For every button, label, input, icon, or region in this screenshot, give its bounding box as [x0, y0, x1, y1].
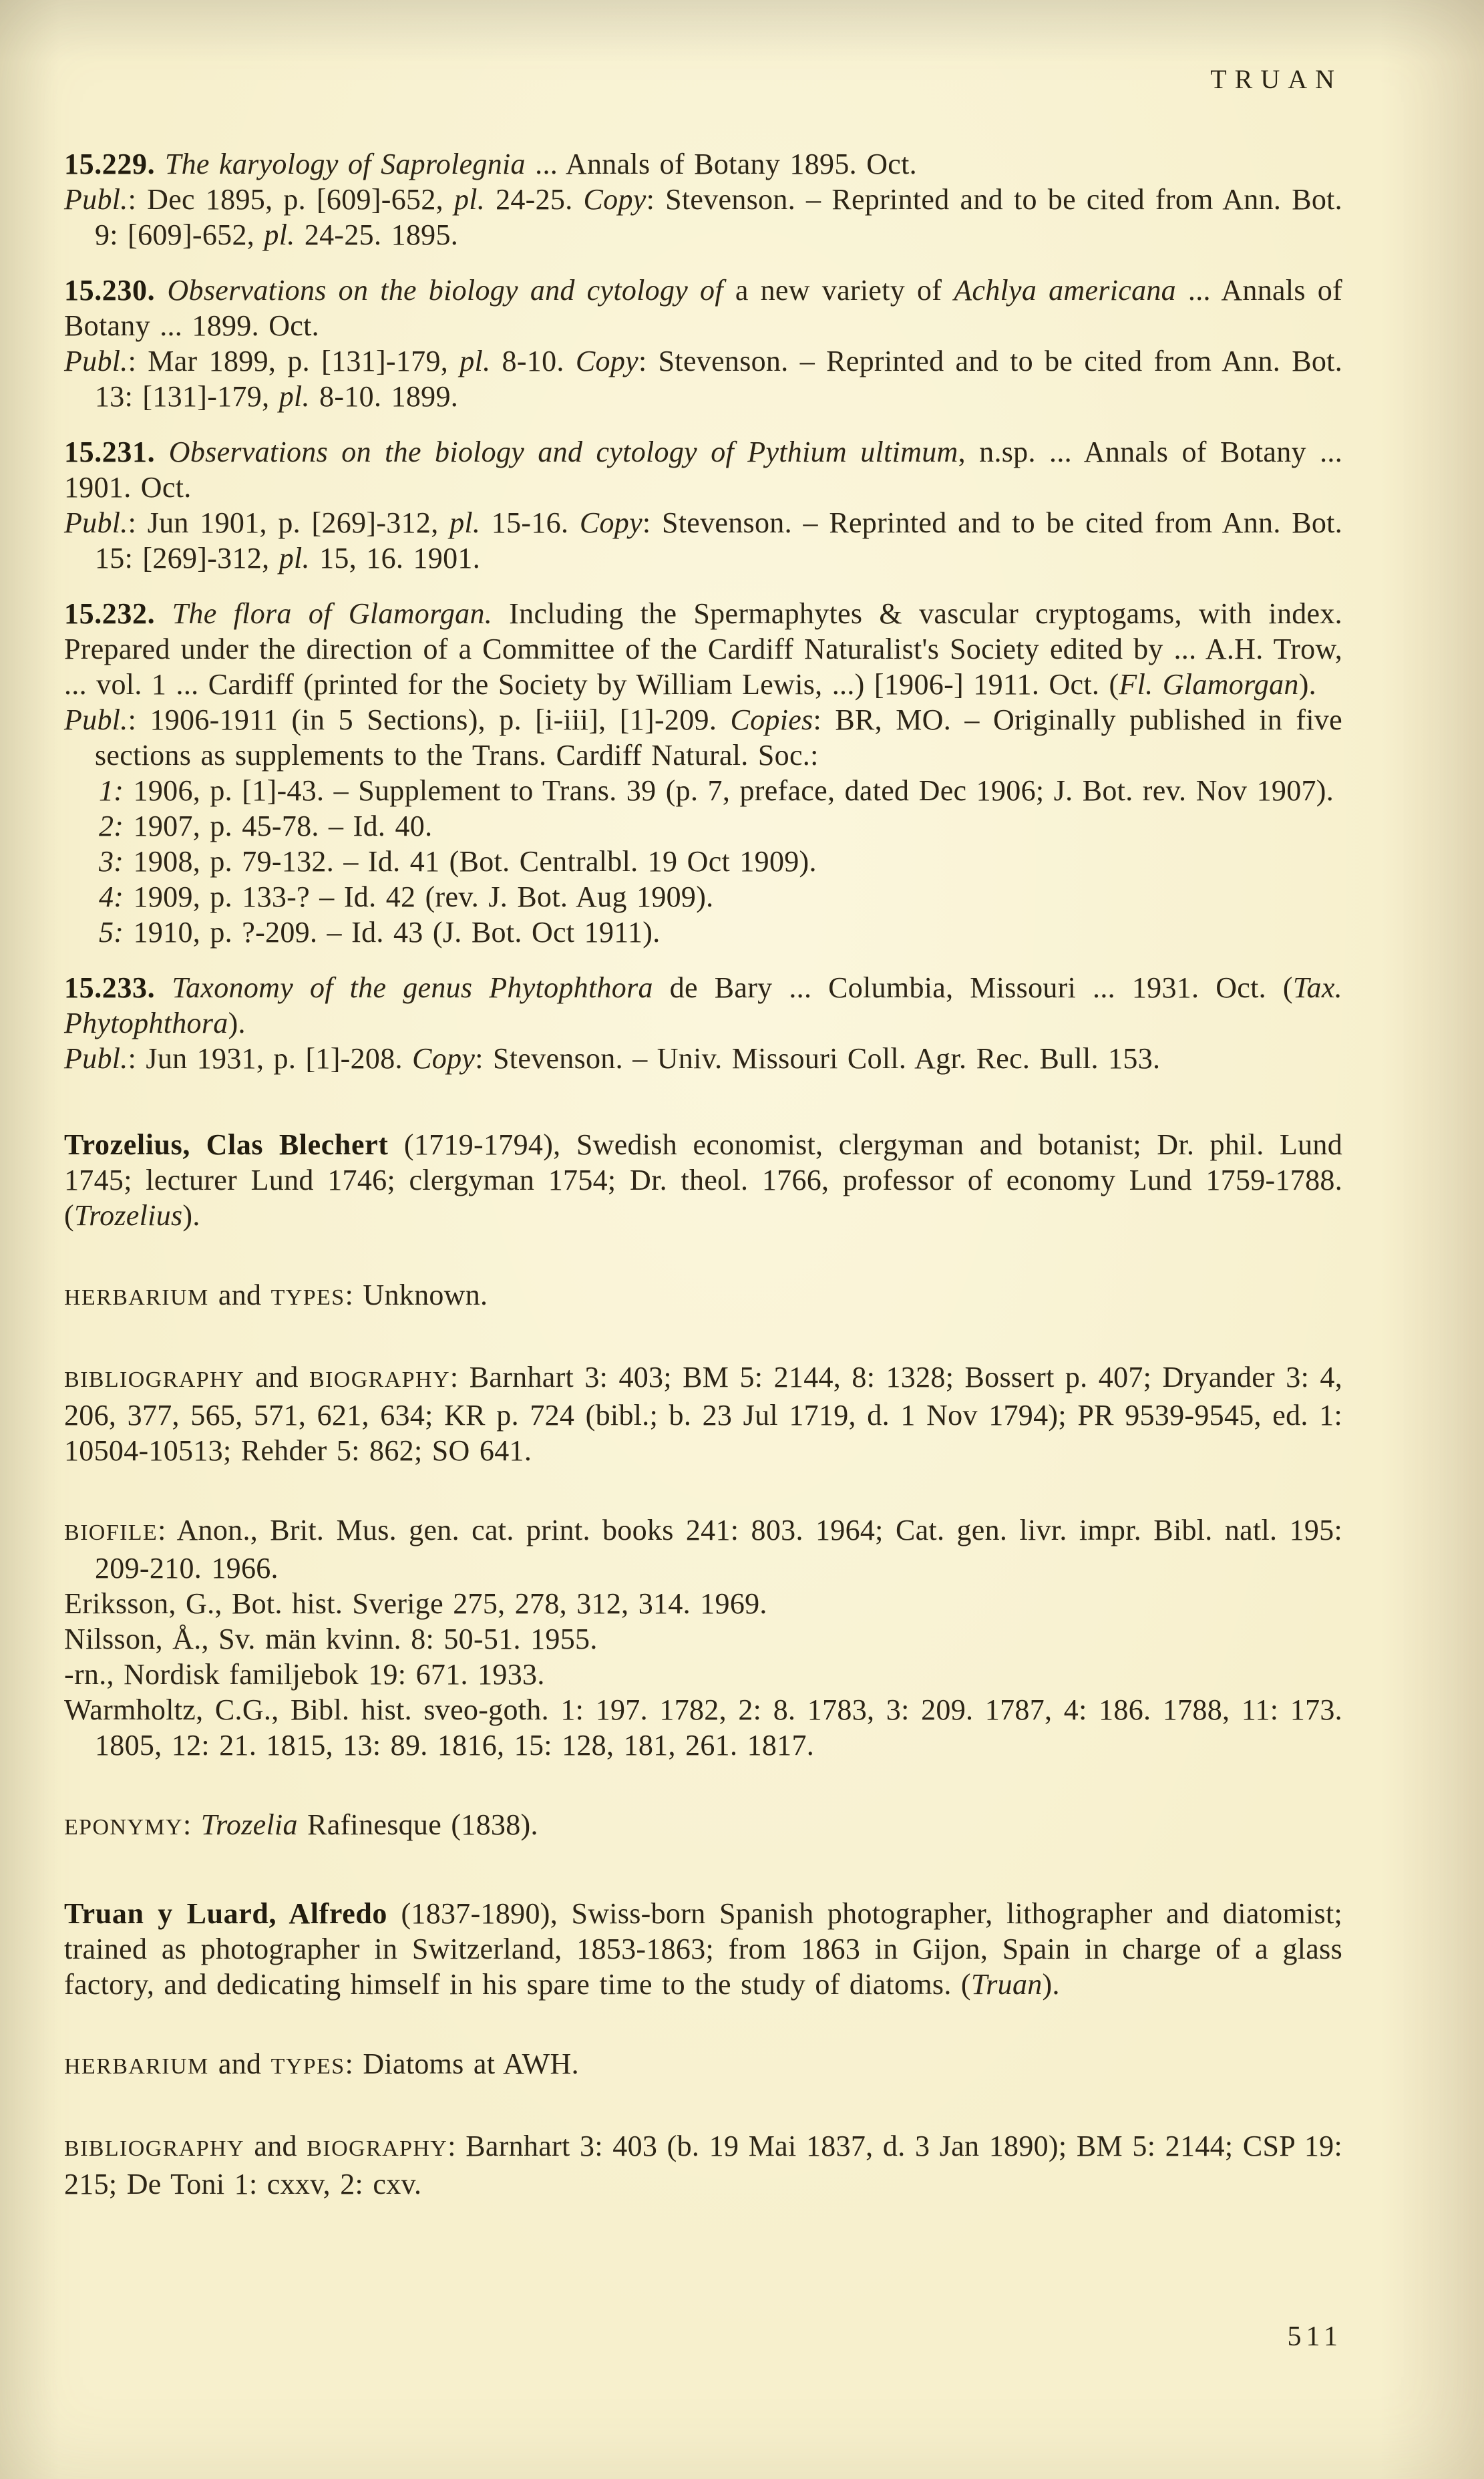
trozelius-eponymy-run: EPONYMY [64, 1815, 183, 1840]
entry-15-232-section-5 [64, 915, 1342, 950]
truan-bibliography-biography-run: BIBLIOGRAPHY [64, 2136, 244, 2161]
truan-bibliography-biography-run: and [244, 2130, 307, 2162]
entry-15-232-section-3-run: 3: [99, 845, 124, 878]
entry-15-230-publ-run: 8-10. [490, 345, 576, 377]
entry-15-232-section-2 [64, 808, 1342, 844]
entry-15-230-publ-run: Publ. [64, 345, 128, 377]
entry-15-229-publ-run: : Dec 1895, p. [609]-652, [128, 183, 454, 216]
truan-heading-run: ). [1042, 1968, 1060, 2001]
entry-15-229-title-run: 15.229. [64, 148, 165, 180]
entry-15-232-title-run: Including the Spermaphytes & vascular cryptogams, with index. Prepared under the direction of a Committee of the Cardiff Naturalist's Society edited by ... A.H. Trow, ... vol. 1 ... Cardiff (printed for the Society by William Lewis, ...) [1906-] 1911. Oct. ( [64, 597, 1342, 701]
entry-15-231-publ-run: : Stevenson. – Reprinted and to be cited from Ann. Bot. 15: [269]-312, [95, 506, 1342, 574]
entry-15-231-publ-run: 15, 16. 1901. [309, 542, 481, 574]
entry-15-233-title-run: Tax. Phytophthora [64, 971, 1342, 1039]
trozelius-heading [64, 1127, 1342, 1233]
entry-15-232-title [64, 596, 1342, 702]
truan-herbarium-types-run: and [208, 2047, 271, 2080]
truan-bibliography-biography-run: : Barnhart 3: 403 (b. 19 Mai 1837, d. 3 Jan 1890); BM 5: 2144; CSP 19: 215; De Toni 1: cxxv, 2: cxv. [64, 2130, 1342, 2200]
trozelius-biofile-rn-run: -rn., Nordisk familjebok 19: 671. 1933. [64, 1658, 545, 1691]
truan-heading-run: Truan y Luard, Alfredo [64, 1897, 387, 1930]
entry-15-232-section-4-run: 4: [99, 880, 124, 913]
entry-15-229-publ-run: : Stevenson. – Reprinted and to be cited from Ann. Bot. 9: [609]-652, [95, 183, 1342, 251]
entry-15-229-title-run: ... Annals of Botany 1895. Oct. [525, 148, 917, 180]
trozelius-eponymy-run: Rafinesque (1838). [297, 1808, 538, 1841]
entry-15-232-title-run: The flora of Glamorgan. [172, 597, 493, 630]
entry-15-231-title-run: Observations on the biology and cytology of Pythium ultimum [168, 436, 958, 468]
entry-15-230-publ-run: pl. [279, 380, 310, 413]
entry-15-231-publ-run: Publ. [64, 506, 128, 539]
truan-heading [64, 1896, 1342, 2002]
entry-15-232-section-2-run: 1907, p. 45-78. – Id. 40. [124, 810, 433, 842]
entry-15-231-publ-run: pl. [279, 542, 310, 574]
trozelius-bibliography-biography-run: BIBLIOGRAPHY [64, 1367, 244, 1392]
trozelius-eponymy-run: : [182, 1808, 201, 1841]
trozelius-biofile-nilsson [64, 1621, 1342, 1657]
entry-15-230-title-run: ... Annals of Botany ... 1899. Oct. [64, 274, 1343, 342]
entry-15-229-publ-run: 24-25. 1895. [295, 218, 459, 251]
entry-15-231-publ-run: pl. [449, 506, 481, 539]
entry-15-229-publ-run: Copy [583, 183, 646, 216]
page-number: 511 [1287, 2321, 1342, 2352]
entry-15-233-title-run: de Bary ... Columbia, Missouri ... 1931. Oct. ( [653, 971, 1293, 1004]
entry-15-230-publ-run: : Mar 1899, p. [131]-179, [128, 345, 460, 377]
entry-15-231-title-run: , n.sp. ... Annals of Botany ... 1901. Oct. [64, 436, 1343, 504]
entry-15-229-publ-run: pl. [264, 218, 295, 251]
trozelius-herbarium-types-run: HERBARIUM [64, 1285, 209, 1310]
trozelius-biofile-anon [64, 1512, 1342, 1586]
entry-15-230-title-run: 15.230. [64, 274, 168, 307]
truan-heading-run: Truan [970, 1968, 1043, 2001]
trozelius-bibliography-biography-run: BIOGRAPHY [309, 1367, 450, 1392]
entry-15-232-section-1 [64, 773, 1342, 808]
trozelius-biofile-nilsson-run: Nilsson, Å., Sv. män kvinn. 8: 50-51. 1955. [64, 1623, 598, 1655]
entry-15-232-section-1-run: 1906, p. [1]-43. – Supplement to Trans. 39 (p. 7, preface, dated Dec 1906; J. Bot. rev. Nov 1907). [124, 774, 1334, 807]
trozelius-herbarium-types-run: and [208, 1279, 271, 1311]
entry-15-232-section-3-run: 1908, p. 79-132. – Id. 41 (Bot. Centralbl. 19 Oct 1909). [124, 845, 817, 878]
truan-bibliography-biography [64, 2128, 1342, 2202]
trozelius-eponymy [64, 1807, 1342, 1845]
entry-15-232-publ-run: Publ. [64, 703, 128, 736]
trozelius-herbarium-types-run: TYPES [270, 1285, 345, 1310]
entry-15-230-publ-run: : Stevenson. – Reprinted and to be cited from Ann. Bot. 13: [131]-179, [95, 345, 1342, 413]
trozelius-biofile-anon-run: : Anon., Brit. Mus. gen. cat. print. books 241: 803. 1964; Cat. gen. livr. impr. Bibl. natl. 195: 209-210. 1966. [95, 1514, 1342, 1585]
running-head: TRUAN [1210, 64, 1342, 94]
trozelius-herbarium-types [64, 1277, 1342, 1315]
entry-15-230-publ-run: Copy [575, 345, 638, 377]
trozelius-biofile-eriksson [64, 1586, 1342, 1621]
truan-bibliography-biography-run: BIOGRAPHY [307, 2136, 448, 2161]
entry-15-232-section-1-run: 1: [99, 774, 124, 807]
entry-15-232-section-5-run: 1910, p. ?-209. – Id. 43 (J. Bot. Oct 1911). [124, 916, 661, 949]
trozelius-biofile-warmholtz-run: Warmholtz, C.G., Bibl. hist. sveo-goth. 1: 197. 1782, 2: 8. 1783, 3: 209. 1787, 4: 186. 1788, 11: 173. 1805, 12: 21. 1815, 13: 89. 1816, 15: 128, 181, 261. 1817. [64, 1693, 1342, 1762]
entry-15-230-publ-run: 8-10. 1899. [309, 380, 459, 413]
trozelius-biofile-rn [64, 1657, 1342, 1692]
entry-15-229-publ [64, 182, 1342, 253]
entry-15-229-publ-run: 24-25. [485, 183, 584, 216]
entry-15-231-publ-run: 15-16. [480, 506, 580, 539]
entry-15-229-publ-run: pl. [453, 183, 486, 216]
entry-15-230-publ-run: pl. [459, 345, 491, 377]
entry-15-232-section-2-run: 2: [99, 810, 124, 842]
trozelius-bibliography-biography-run: : Barnhart 3: 403; BM 5: 2144, 8: 1328; Bossert p. 407; Dryander 3: 4, 206, 377, 565, 571, 621, 634; KR p. 724 (bibl.; b. 23 Jul 1719, d. 1 Nov 1794); PR 9539-9545, ed. 1: 10504-10513; Rehder 5: 862; SO 641. [64, 1361, 1343, 1467]
entry-15-233-publ [64, 1041, 1342, 1076]
entry-15-233-publ-run: Copy [412, 1042, 476, 1075]
entry-15-233-title-run: Taxonomy of the genus Phytophthora [172, 971, 653, 1004]
entry-15-232-section-3 [64, 844, 1342, 879]
entry-15-233-publ-run: : Stevenson. – Univ. Missouri Coll. Agr. Rec. Bull. 153. [475, 1042, 1161, 1075]
entry-15-232-section-4-run: 1909, p. 133-? – Id. 42 (rev. J. Bot. Aug 1909). [124, 880, 714, 913]
entry-15-233-title-run: 15.233. [64, 971, 172, 1004]
entry-15-231-title [64, 434, 1342, 505]
truan-heading-run: (1837-1890), Swiss-born Spanish photographer, lithographer and diatomist; trained as photographer in Switzerland, 1853-1863; from 1863 in Gijon, Spain in charge of a glass factory, and dedicating himself in his spare time to the study of diatoms. ( [64, 1897, 1343, 2001]
trozelius-bibliography-biography-run: and [244, 1361, 309, 1393]
entry-15-229-publ-run: Publ. [64, 183, 128, 216]
entry-15-231-publ [64, 505, 1342, 576]
entry-15-230-publ [64, 343, 1342, 414]
trozelius-heading-run: ). [182, 1199, 200, 1232]
trozelius-biofile-anon-run: BIOFILE [64, 1520, 158, 1545]
entry-15-232-title-run: 15.232. [64, 597, 172, 630]
entry-15-232-title-run: Fl. Glamorgan [1119, 668, 1299, 701]
entry-15-231-publ-run: Copy [579, 506, 642, 539]
entry-15-233-publ-run: : Jun 1931, p. [1]-208. [128, 1042, 413, 1075]
entry-15-231-title-run: 15.231. [64, 436, 169, 468]
trozelius-biofile-warmholtz [64, 1692, 1342, 1763]
trozelius-biofile-eriksson-run: Eriksson, G., Bot. hist. Sverige 275, 278, 312, 314. 1969. [64, 1587, 767, 1620]
truan-herbarium-types-run: : Diatoms at AWH. [345, 2047, 579, 2080]
trozelius-eponymy-run: Trozelia [200, 1808, 298, 1841]
truan-herbarium-types-run: HERBARIUM [64, 2054, 209, 2079]
entry-15-232-publ [64, 702, 1342, 773]
entry-15-231-publ-run: : Jun 1901, p. [269]-312, [128, 506, 450, 539]
entry-15-230-title-run: Observations on the biology and cytology of [167, 274, 723, 307]
entry-15-229-title-run: The karyology of Saprolegnia [164, 148, 526, 180]
entry-15-232-section-5-run: 5: [99, 916, 124, 949]
entry-15-232-publ-run: : 1906-1911 (in 5 Sections), p. [i-iii], [1]-209. [128, 703, 731, 736]
entry-15-232-publ-run: Copies [730, 703, 813, 736]
entry-15-233-title [64, 970, 1342, 1041]
truan-herbarium-types-run: TYPES [270, 2054, 345, 2079]
text-block [64, 146, 1342, 2202]
entry-15-230-title-run: Achlya americana [954, 274, 1176, 307]
entry-15-232-section-4 [64, 879, 1342, 915]
entry-15-229-title [64, 146, 1342, 182]
trozelius-heading-run: Trozelius [73, 1199, 183, 1232]
entry-15-230-title [64, 273, 1342, 343]
entry-15-230-title-run: a new variety of [723, 274, 954, 307]
entry-15-233-title-run: ). [228, 1007, 246, 1039]
entry-15-233-publ-run: Publ. [64, 1042, 128, 1075]
trozelius-bibliography-biography [64, 1359, 1342, 1468]
trozelius-herbarium-types-run: : Unknown. [345, 1279, 488, 1311]
trozelius-heading-run: (1719-1794), Swedish economist, clergyman and botanist; Dr. phil. Lund 1745; lecturer Lund 1746; clergyman 1754; Dr. theol. 1766, professor of economy Lund 1759-1788. ( [64, 1128, 1342, 1232]
entry-15-232-title-run: ). [1298, 668, 1316, 701]
truan-herbarium-types [64, 2046, 1342, 2084]
entry-15-232-publ-run: : BR, MO. – Originally published in five sections as supplements to the Trans. Cardiff Natural. Soc.: [95, 703, 1343, 772]
trozelius-heading-run: Trozelius, Clas Blechert [64, 1128, 389, 1161]
